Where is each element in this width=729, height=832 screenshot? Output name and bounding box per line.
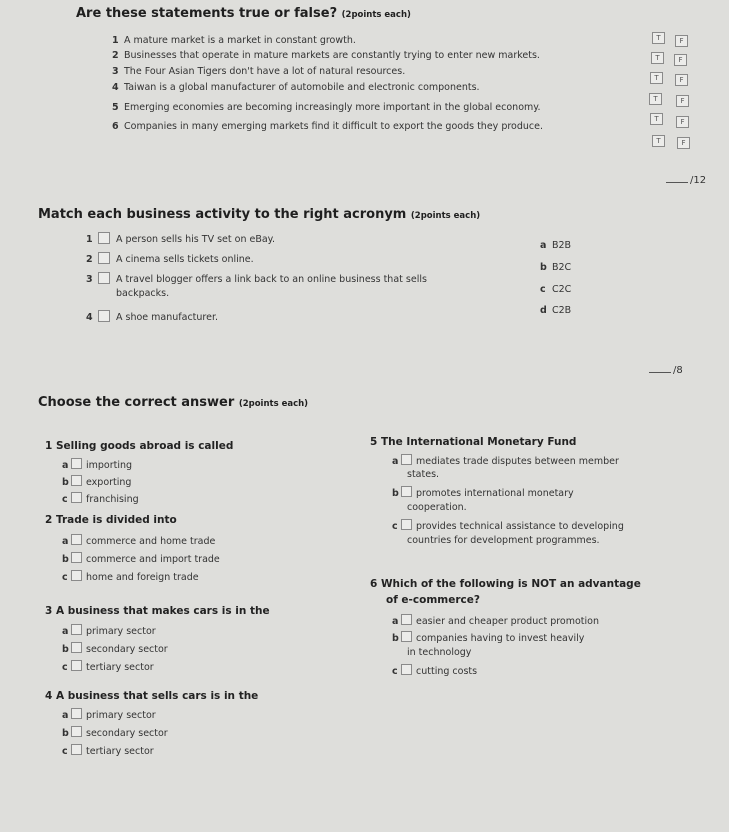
- question-5: 5 The International Monetary Fund: [370, 436, 577, 448]
- answer-c: c C2C: [540, 284, 572, 295]
- true-box-5[interactable]: T: [650, 113, 663, 125]
- q1-option-b[interactable]: b exporting: [62, 477, 132, 488]
- match-box-2[interactable]: [98, 252, 110, 264]
- tf-item-1: 1 A mature market is a market in constant growth.: [112, 35, 356, 46]
- true-box-3[interactable]: T: [650, 72, 663, 84]
- q6-option-b-cont: in technology: [407, 647, 472, 658]
- q4-option-a[interactable]: a primary sector: [62, 710, 156, 721]
- question-3: 3 A business that makes cars is in the: [45, 605, 270, 617]
- q1-option-c[interactable]: c franchising: [62, 494, 139, 505]
- section1-title: Are these statements true or false?: [76, 6, 338, 21]
- section3-heading: [38, 395, 308, 410]
- question-4: 4 A business that sells cars is in the: [45, 690, 259, 702]
- q3-option-c[interactable]: c tertiary sector: [62, 662, 154, 673]
- false-box-4[interactable]: F: [676, 95, 689, 107]
- q3-option-b[interactable]: b secondary sector: [62, 644, 168, 655]
- section2-score: /8: [649, 365, 683, 376]
- q4-option-b[interactable]: b secondary sector: [62, 728, 168, 739]
- question-6-cont: of e-commerce?: [386, 594, 480, 606]
- tf-item-4: 4 Taiwan is a global manufacturer of automobile and electronic components.: [112, 82, 480, 93]
- section2-title: Match each business activity to the right acronym: [38, 207, 407, 222]
- q1-option-a[interactable]: a importing: [62, 460, 133, 471]
- match-box-3[interactable]: [98, 272, 110, 284]
- q3-option-a[interactable]: a primary sector: [62, 626, 156, 637]
- false-box-3[interactable]: F: [675, 74, 688, 86]
- false-box-2[interactable]: F: [674, 54, 687, 66]
- tf-item-3: 3 The Four Asian Tigers don't have a lot of natural resources.: [112, 66, 406, 77]
- match-item-3: 3 A travel blogger offers a link back to an online business that sells: [86, 274, 427, 285]
- section1-points: (2points each): [341, 10, 411, 20]
- section3-points: (2points each): [238, 399, 309, 409]
- section3-title: Choose the correct answer: [38, 395, 235, 410]
- q5-option-b[interactable]: b promotes international monetary: [392, 488, 574, 499]
- false-box-6[interactable]: F: [677, 137, 690, 149]
- q2-option-b[interactable]: b commerce and import trade: [62, 554, 220, 565]
- section1-heading: [76, 6, 411, 21]
- q2-option-a[interactable]: a commerce and home trade: [62, 536, 216, 547]
- question-6: 6 Which of the following is NOT an advantage: [370, 578, 641, 590]
- true-box-4[interactable]: T: [649, 93, 662, 105]
- q5-option-c-cont: countries for development programmes.: [407, 535, 600, 546]
- q4-option-c[interactable]: c tertiary sector: [62, 746, 154, 757]
- q6-option-c[interactable]: c cutting costs: [392, 666, 478, 677]
- question-1: 1 Selling goods abroad is called: [45, 440, 234, 452]
- true-box-6[interactable]: T: [652, 135, 665, 147]
- q5-option-c[interactable]: c provides technical assistance to developing: [392, 521, 624, 532]
- match-item-1: 1 A person sells his TV set on eBay.: [86, 234, 275, 245]
- false-box-5[interactable]: F: [676, 116, 689, 128]
- match-box-1[interactable]: [98, 232, 110, 244]
- match-box-4[interactable]: [98, 310, 110, 322]
- q6-option-a[interactable]: a easier and cheaper product promotion: [392, 616, 599, 627]
- true-box-1[interactable]: T: [652, 32, 665, 44]
- tf-item-6: 6 Companies in many emerging markets find it difficult to export the goods they produce.: [112, 121, 543, 132]
- answer-a: a B2B: [540, 240, 572, 251]
- tf-item-5: 5 Emerging economies are becoming increasingly more important in the global economy.: [112, 102, 541, 113]
- tf-item-2: 2 Businesses that operate in mature markets are constantly trying to enter new markets.: [112, 50, 540, 61]
- q5-option-a[interactable]: a mediates trade disputes between member: [392, 456, 619, 467]
- match-item-2: 2 A cinema sells tickets online.: [86, 254, 254, 265]
- true-box-2[interactable]: T: [651, 52, 664, 64]
- q5-option-a-cont: states.: [407, 469, 440, 480]
- q5-option-b-cont: cooperation.: [407, 502, 467, 513]
- answer-b: b B2C: [540, 262, 572, 273]
- match-item-3-cont: backpacks.: [116, 288, 170, 299]
- section1-score: /12: [666, 175, 706, 186]
- match-item-4: 4 A shoe manufacturer.: [86, 312, 219, 323]
- section2-heading: [38, 207, 480, 222]
- answer-d: d C2B: [540, 305, 572, 316]
- section2-points: (2points each): [410, 211, 481, 221]
- question-2: 2 Trade is divided into: [45, 514, 177, 526]
- q6-option-b[interactable]: b companies having to invest heavily: [392, 633, 585, 644]
- false-box-1[interactable]: F: [675, 35, 688, 47]
- q2-option-c[interactable]: c home and foreign trade: [62, 572, 199, 583]
